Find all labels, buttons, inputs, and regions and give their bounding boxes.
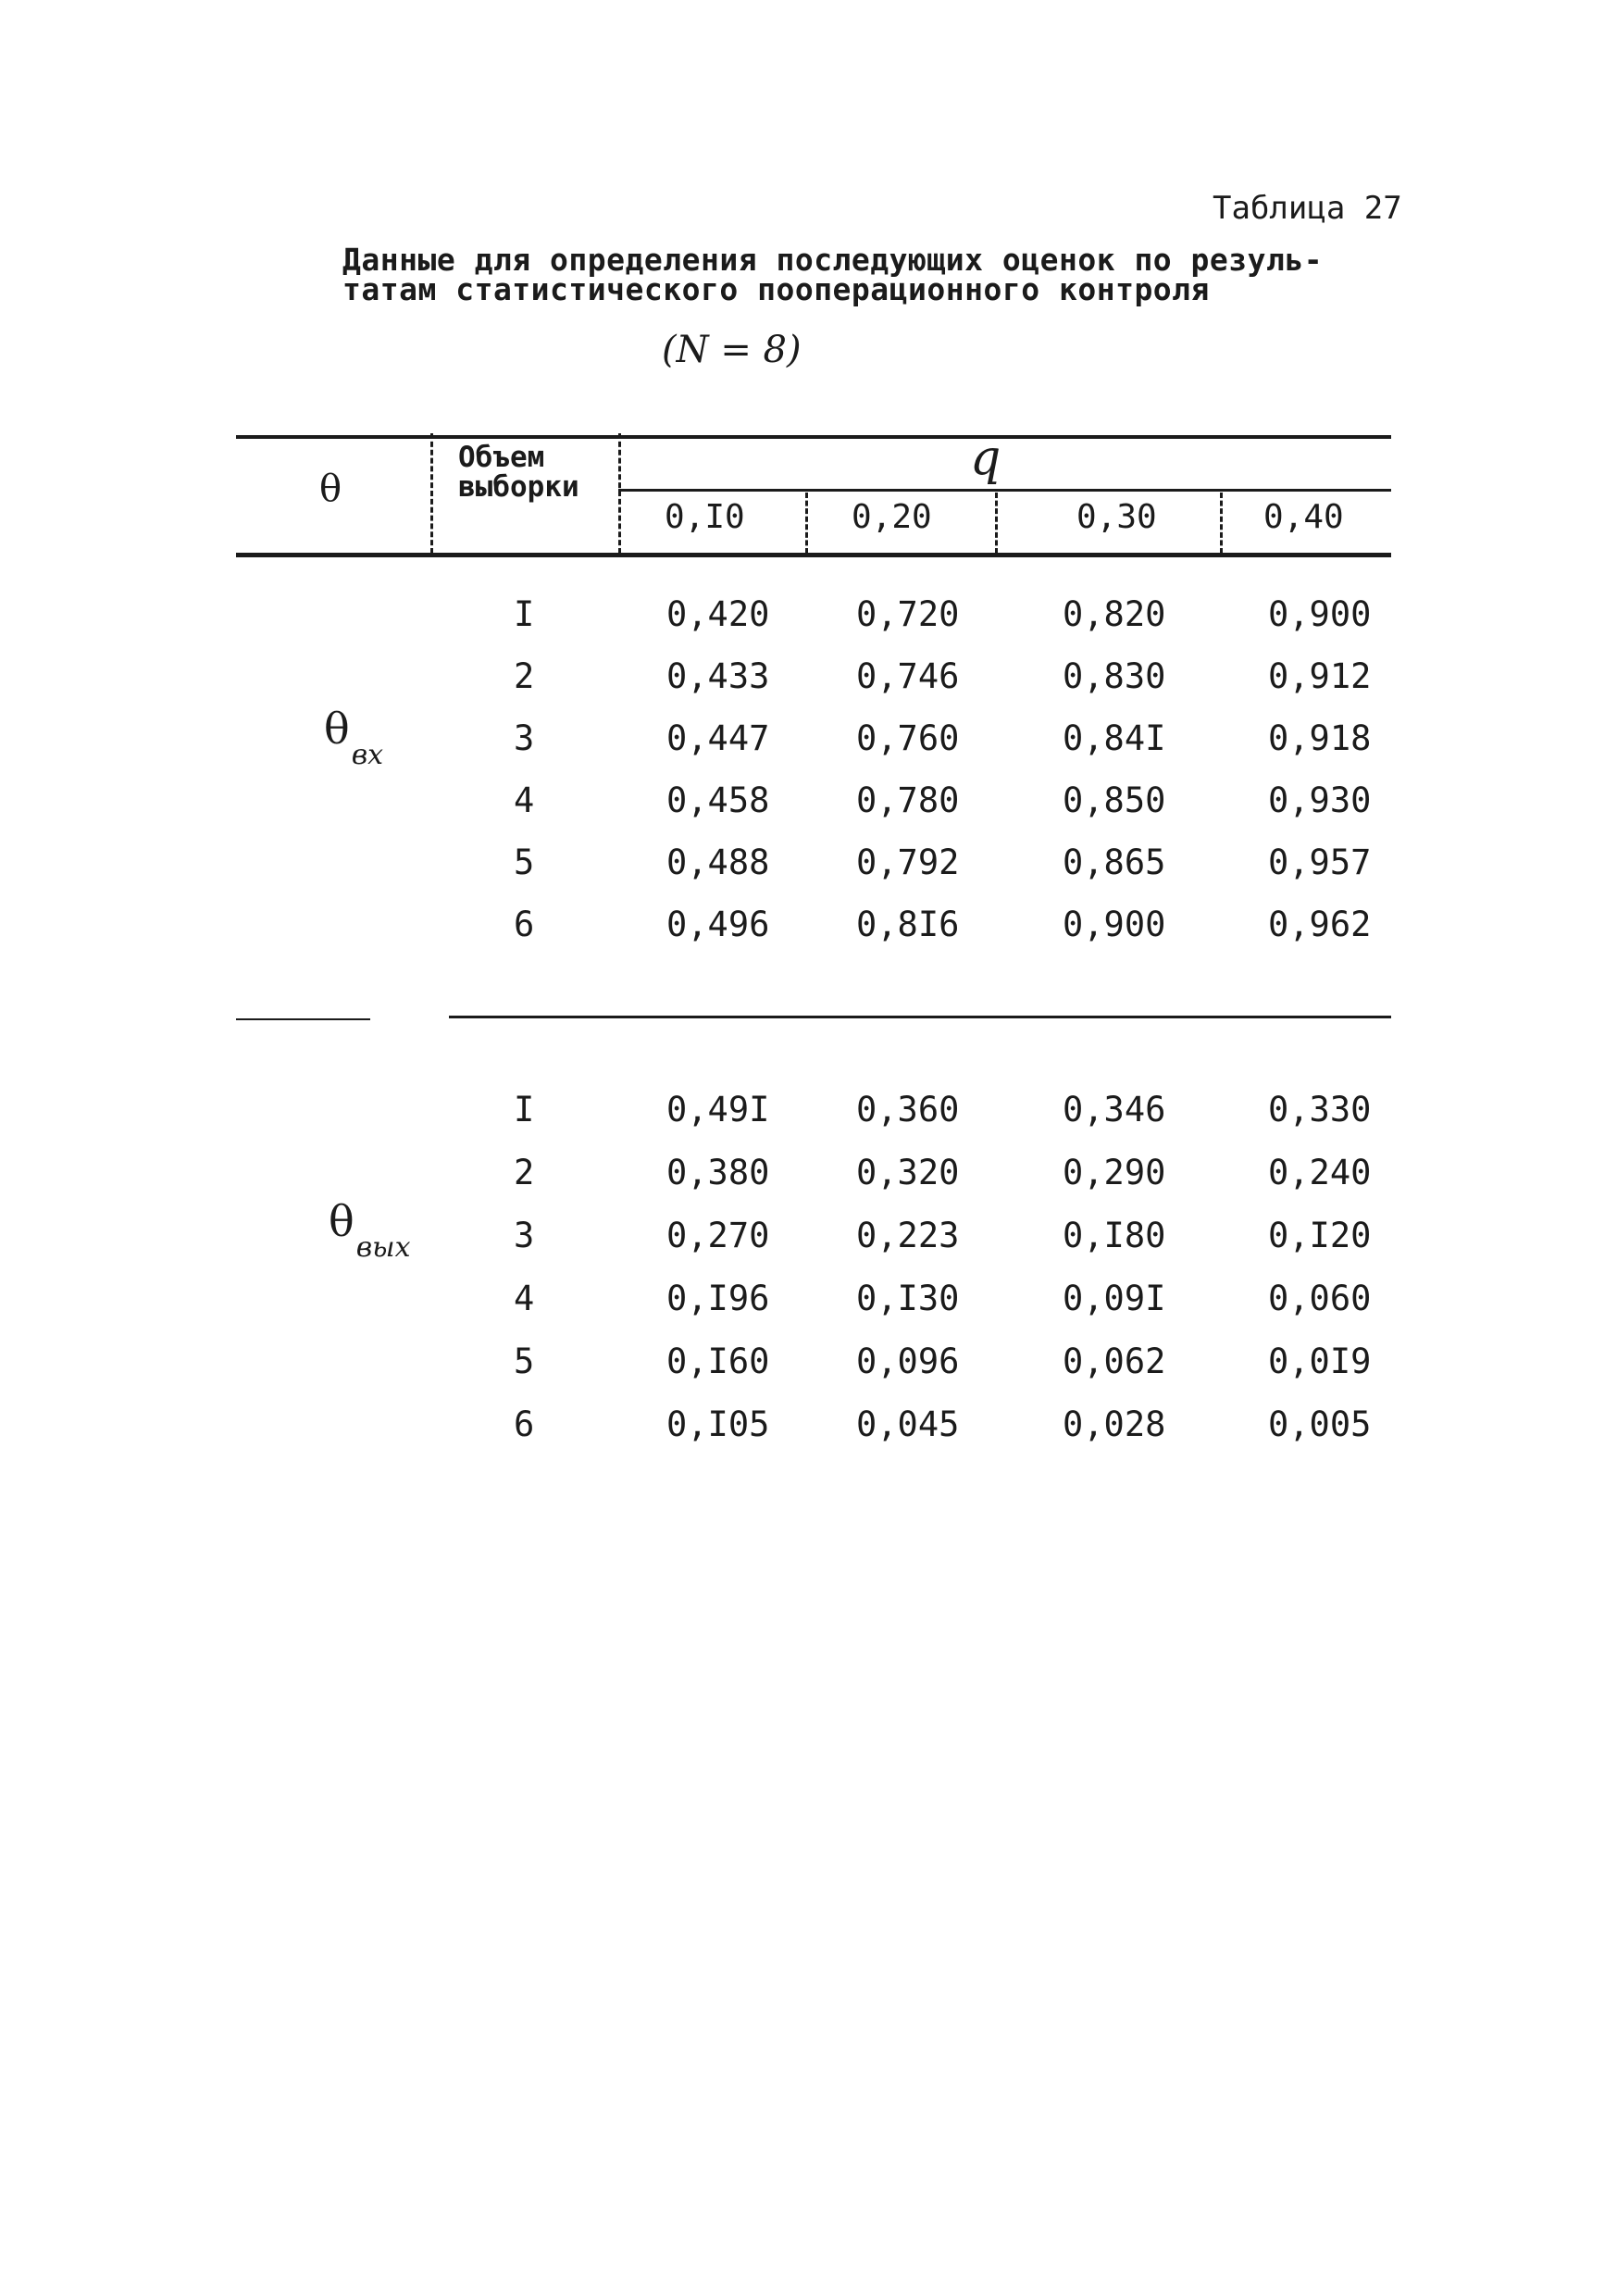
value-cell: 0,060 — [1268, 1279, 1372, 1318]
value-cell: 0,49I — [666, 1090, 770, 1129]
sample-size-cell: I — [514, 594, 535, 634]
value-cell: 0,912 — [1268, 656, 1372, 696]
sample-size-column-header — [458, 443, 579, 502]
value-cell: 0,820 — [1063, 594, 1166, 634]
value-cell: 0,865 — [1063, 842, 1166, 882]
value-cell: 0,458 — [666, 780, 770, 820]
value-cell: 0,780 — [856, 780, 960, 820]
value-cell: 0,433 — [666, 656, 770, 696]
value-cell: 0,I96 — [666, 1279, 770, 1318]
q-value-header: 0,30 — [1076, 498, 1157, 536]
value-cell: 0,496 — [666, 905, 770, 944]
q-value-header: 0,I0 — [665, 498, 745, 536]
group-label-theta-in — [324, 704, 384, 771]
value-cell: 0,045 — [856, 1404, 960, 1444]
value-cell: 0,746 — [856, 656, 960, 696]
value-cell: 0,380 — [666, 1153, 770, 1192]
value-cell: 0,900 — [1063, 905, 1166, 944]
value-cell: 0,962 — [1268, 905, 1372, 944]
group-label-theta-out — [329, 1196, 411, 1264]
value-cell: 0,8I6 — [856, 905, 960, 944]
value-cell: 0,I80 — [1063, 1216, 1166, 1255]
sample-size-cell: 2 — [514, 1153, 535, 1192]
caption-line-1: Данные для определения последующих оценок по резуль- — [342, 242, 1324, 278]
sample-size-header-line-2: выборки — [458, 470, 579, 504]
sample-size-cell: 3 — [514, 718, 535, 758]
value-cell: 0,I20 — [1268, 1216, 1372, 1255]
value-cell: 0,320 — [856, 1153, 960, 1192]
value-cell: 0,028 — [1063, 1404, 1166, 1444]
q-value-header: 0,40 — [1263, 498, 1344, 536]
group-divider-right — [449, 1016, 1391, 1018]
header-separator-5 — [1220, 493, 1223, 554]
q-column-group-header: q — [970, 430, 1001, 486]
value-cell: 0,I30 — [856, 1279, 960, 1318]
sample-size-cell: 5 — [514, 842, 535, 882]
value-cell: 0,346 — [1063, 1090, 1166, 1129]
value-cell: 0,062 — [1063, 1341, 1166, 1381]
group-symbol: θ — [324, 704, 350, 754]
value-cell: 0,330 — [1268, 1090, 1372, 1129]
value-cell: 0,I05 — [666, 1404, 770, 1444]
value-cell: 0,930 — [1268, 780, 1372, 820]
value-cell: 0,09I — [1063, 1279, 1166, 1318]
group-divider-left — [236, 1018, 370, 1020]
value-cell: 0,420 — [666, 594, 770, 634]
header-separator-3 — [805, 493, 808, 554]
table-label: Таблица 27 — [1213, 190, 1402, 227]
value-cell: 0,360 — [856, 1090, 960, 1129]
value-cell: 0,005 — [1268, 1404, 1372, 1444]
header-bottom-rule — [236, 553, 1391, 557]
sample-size-cell: 5 — [514, 1341, 535, 1381]
header-separator-1 — [430, 433, 433, 554]
value-cell: 0,850 — [1063, 780, 1166, 820]
group-symbol: θ — [329, 1196, 354, 1246]
value-cell: 0,957 — [1268, 842, 1372, 882]
table-caption — [342, 242, 1324, 307]
value-cell: 0,792 — [856, 842, 960, 882]
value-cell: 0,270 — [666, 1216, 770, 1255]
sample-size-header-line-1: Объем — [458, 441, 545, 474]
sample-size-cell: 2 — [514, 656, 535, 696]
sample-size-cell: 6 — [514, 905, 535, 944]
caption-line-2: татам статистического пооперационного контроля — [342, 271, 1210, 307]
table-subcaption: (N = 8) — [662, 329, 802, 371]
value-cell: 0,760 — [856, 718, 960, 758]
sample-size-cell: I — [514, 1090, 535, 1129]
value-cell: 0,447 — [666, 718, 770, 758]
sample-size-cell: 4 — [514, 780, 535, 820]
theta-column-header: θ — [319, 468, 342, 510]
q-value-header: 0,20 — [852, 498, 932, 536]
header-q-rule — [618, 489, 1391, 492]
group-subscript: вых — [355, 1231, 411, 1264]
header-separator-4 — [995, 493, 998, 554]
value-cell: 0,830 — [1063, 656, 1166, 696]
value-cell: 0,918 — [1268, 718, 1372, 758]
value-cell: 0,290 — [1063, 1153, 1166, 1192]
value-cell: 0,488 — [666, 842, 770, 882]
value-cell: 0,223 — [856, 1216, 960, 1255]
value-cell: 0,84I — [1063, 718, 1166, 758]
value-cell: 0,720 — [856, 594, 960, 634]
value-cell: 0,096 — [856, 1341, 960, 1381]
value-cell: 0,I60 — [666, 1341, 770, 1381]
header-top-rule — [236, 435, 1391, 439]
value-cell: 0,240 — [1268, 1153, 1372, 1192]
sample-size-cell: 4 — [514, 1279, 535, 1318]
sample-size-cell: 6 — [514, 1404, 535, 1444]
value-cell: 0,900 — [1268, 594, 1372, 634]
group-subscript: вх — [351, 739, 384, 771]
value-cell: 0,0I9 — [1268, 1341, 1372, 1381]
header-separator-2 — [618, 433, 621, 554]
sample-size-cell: 3 — [514, 1216, 535, 1255]
